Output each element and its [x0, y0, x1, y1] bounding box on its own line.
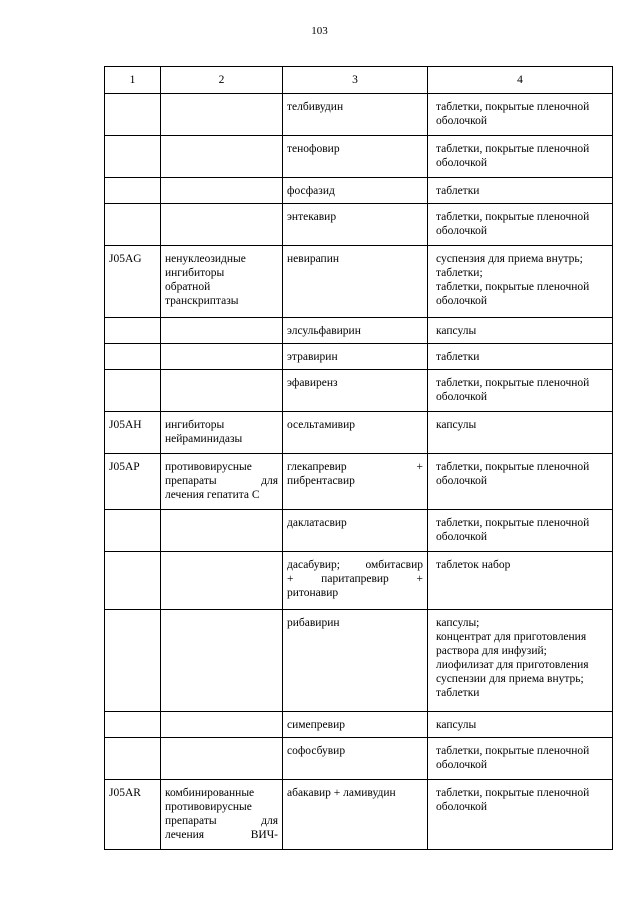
dosage-form-line: оболочкой — [436, 157, 488, 169]
dosage-form-cell — [428, 94, 613, 136]
table-row — [105, 712, 613, 738]
drug-name-line: симепревир — [287, 719, 345, 731]
table-row — [105, 318, 613, 344]
group-name-cell — [161, 780, 283, 850]
dosage-form-cell — [428, 178, 613, 204]
drug-name-cell — [283, 510, 428, 552]
dosage-form-line: капсулы — [436, 719, 477, 731]
group-name-line: препараты для — [165, 475, 278, 487]
group-name-line: лечения гепатита С — [165, 489, 260, 501]
dosage-form-cell — [428, 246, 613, 318]
dosage-form-cell — [428, 204, 613, 246]
table-row — [105, 780, 613, 850]
dosage-form-cell — [428, 136, 613, 178]
dosage-form-cell — [428, 370, 613, 412]
dosage-form-line: оболочкой — [436, 225, 488, 237]
drug-name-line: осельтамивир — [287, 419, 355, 431]
dosage-form-line: таблетки — [436, 687, 480, 699]
drug-name-cell — [283, 318, 428, 344]
group-name-line: ингибиторы — [165, 419, 225, 431]
dosage-form-line: суспензии для приема внутрь; — [436, 673, 584, 685]
dosage-form-line: таблетки — [436, 185, 480, 197]
group-name-cell — [161, 412, 283, 454]
table-row — [105, 204, 613, 246]
atc-code-cell — [105, 738, 161, 780]
dosage-form-cell — [428, 344, 613, 370]
dosage-form-line: оболочкой — [436, 531, 488, 543]
group-name-line: ингибиторы — [165, 267, 225, 279]
table-row — [105, 454, 613, 510]
dosage-form-line: таблетки, покрытые пленочной — [436, 787, 590, 799]
group-name-cell — [161, 712, 283, 738]
drug-name-line: фосфазид — [287, 185, 335, 197]
dosage-form-line: таблетки, покрытые пленочной — [436, 461, 590, 473]
atc-code-cell — [105, 178, 161, 204]
drug-name-line: софосбувир — [287, 745, 346, 757]
table-row — [105, 178, 613, 204]
atc-code-cell — [105, 136, 161, 178]
dosage-form-cell — [428, 454, 613, 510]
drug-name-cell — [283, 246, 428, 318]
table-row — [105, 412, 613, 454]
group-name-line: противовирусные — [165, 801, 252, 813]
table-row — [105, 510, 613, 552]
table-row — [105, 552, 613, 610]
group-name-line: нейраминидазы — [165, 433, 243, 445]
group-name-cell — [161, 246, 283, 318]
group-name-cell — [161, 510, 283, 552]
drug-name-line: абакавир + ламивудин — [287, 787, 396, 799]
column-header: 3 — [283, 67, 428, 94]
atc-code-cell: J05AP — [105, 454, 161, 510]
group-name-cell — [161, 178, 283, 204]
drug-name-line: ритонавир — [287, 587, 339, 599]
group-name-cell — [161, 204, 283, 246]
drug-name-cell — [283, 738, 428, 780]
dosage-form-line: оболочкой — [436, 295, 488, 307]
table-row — [105, 136, 613, 178]
column-header: 1 — [105, 67, 161, 94]
drug-name-line: тенофовир — [287, 143, 340, 155]
atc-code-cell: J05AH — [105, 412, 161, 454]
drug-name-line: глекапревир + — [287, 461, 423, 473]
drug-name-line: энтекавир — [287, 211, 337, 223]
dosage-form-cell — [428, 552, 613, 610]
dosage-form-line: капсулы — [436, 325, 477, 337]
dosage-form-line: концентрат для приготовления — [436, 631, 587, 643]
dosage-form-line: капсулы — [436, 419, 477, 431]
drug-name-cell — [283, 178, 428, 204]
drug-name-line: рибавирин — [287, 617, 340, 629]
drug-name-cell — [283, 712, 428, 738]
group-name-line: лечения ВИЧ- — [165, 829, 278, 841]
dosage-form-line: раствора для инфузий; — [436, 645, 547, 657]
dosage-form-line: таблетки, покрытые пленочной — [436, 143, 590, 155]
group-name-line: препараты для — [165, 815, 278, 827]
drug-name-cell — [283, 344, 428, 370]
drug-name-line: этравирин — [287, 351, 338, 363]
dosage-form-line: таблетки, покрытые пленочной — [436, 101, 590, 113]
dosage-form-cell — [428, 412, 613, 454]
dosage-form-line: оболочкой — [436, 115, 488, 127]
dosage-form-cell — [428, 510, 613, 552]
group-name-line: противовирусные — [165, 461, 252, 473]
atc-code-cell — [105, 712, 161, 738]
dosage-form-line: оболочкой — [436, 759, 488, 771]
drug-name-cell — [283, 610, 428, 712]
group-name-cell — [161, 738, 283, 780]
drug-name-cell — [283, 412, 428, 454]
page-number: 103 — [311, 25, 328, 37]
dosage-form-line: таблетки; — [436, 267, 483, 279]
dosage-form-cell — [428, 318, 613, 344]
drug-name-line: элсульфавирин — [287, 325, 361, 337]
table-row — [105, 94, 613, 136]
table-row — [105, 370, 613, 412]
group-name-cell — [161, 318, 283, 344]
dosage-form-line: оболочкой — [436, 801, 488, 813]
drug-name-cell — [283, 370, 428, 412]
group-name-cell — [161, 454, 283, 510]
drug-name-cell — [283, 454, 428, 510]
drug-name-cell — [283, 780, 428, 850]
group-name-line: комбинированные — [165, 787, 255, 799]
atc-code-cell — [105, 94, 161, 136]
dosage-form-line: таблетки, покрытые пленочной — [436, 745, 590, 757]
group-name-cell — [161, 344, 283, 370]
atc-code-cell — [105, 552, 161, 610]
atc-code-cell — [105, 344, 161, 370]
group-name-line: ненуклеозидные — [165, 253, 246, 265]
drug-name-cell — [283, 552, 428, 610]
group-name-cell — [161, 552, 283, 610]
dosage-form-line: таблетки, покрытые пленочной — [436, 517, 590, 529]
atc-code-cell — [105, 318, 161, 344]
atc-code-cell — [105, 610, 161, 712]
dosage-form-line: капсулы; — [436, 617, 480, 629]
drug-name-cell — [283, 204, 428, 246]
atc-code-cell: J05AG — [105, 246, 161, 318]
dosage-form-line: лиофилизат для приготовления — [436, 659, 589, 671]
drug-name-line: пибрентасвир — [287, 475, 355, 487]
drug-name-line: невирапин — [287, 253, 340, 265]
dosage-form-line: оболочкой — [436, 391, 488, 403]
drug-name-line: эфавиренз — [287, 377, 338, 389]
group-name-cell — [161, 370, 283, 412]
dosage-form-cell — [428, 610, 613, 712]
table-header-row — [105, 67, 613, 94]
dosage-form-line: таблетки — [436, 351, 480, 363]
drug-name-cell — [283, 136, 428, 178]
drug-name-line: даклатасвир — [287, 517, 347, 529]
dosage-form-cell — [428, 780, 613, 850]
dosage-form-line: таблеток набор — [436, 559, 511, 571]
dosage-form-line: таблетки, покрытые пленочной — [436, 281, 590, 293]
group-name-line: обратной — [165, 281, 211, 293]
atc-code-cell — [105, 204, 161, 246]
group-name-cell — [161, 94, 283, 136]
drug-name-line: дасабувир; омбитасвир — [287, 559, 423, 571]
group-name-line: транскриптазы — [165, 295, 239, 307]
drug-name-cell — [283, 94, 428, 136]
atc-code-cell: J05AR — [105, 780, 161, 850]
dosage-form-line: таблетки, покрытые пленочной — [436, 377, 590, 389]
drug-name-line: телбивудин — [287, 101, 344, 113]
drug-name-line: + паритапревир + — [287, 573, 423, 585]
drug-table — [104, 66, 613, 850]
column-header: 2 — [161, 67, 283, 94]
dosage-form-line: таблетки, покрытые пленочной — [436, 211, 590, 223]
table-row — [105, 246, 613, 318]
column-header: 4 — [428, 67, 613, 94]
dosage-form-cell — [428, 738, 613, 780]
atc-code-cell — [105, 370, 161, 412]
atc-code-cell — [105, 510, 161, 552]
table-row — [105, 738, 613, 780]
dosage-form-line: оболочкой — [436, 475, 488, 487]
dosage-form-line: суспензия для приема внутрь; — [436, 253, 583, 265]
table-row — [105, 610, 613, 712]
group-name-cell — [161, 610, 283, 712]
table-row — [105, 344, 613, 370]
dosage-form-cell — [428, 712, 613, 738]
group-name-cell — [161, 136, 283, 178]
table-body — [105, 94, 613, 850]
